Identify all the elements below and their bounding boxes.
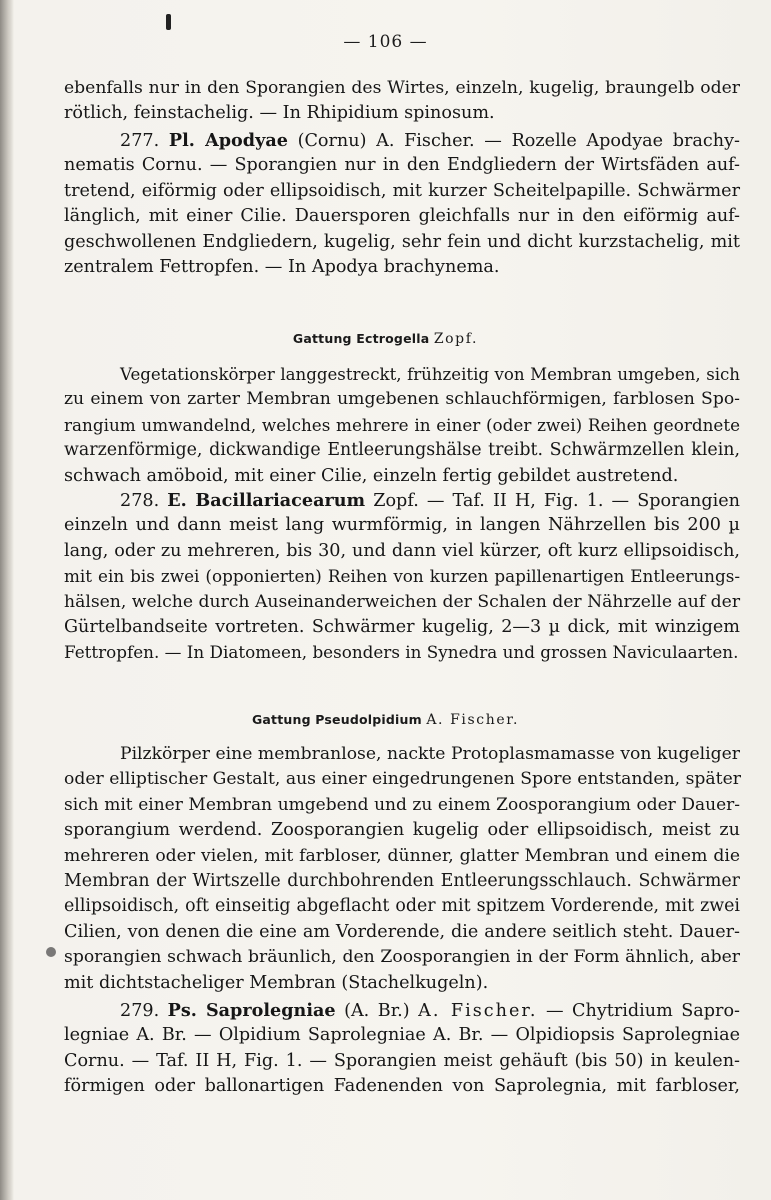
text-line: mit dichtstacheliger Membran (Stachelkugeln). [64,972,489,993]
text-line: Vegetationskörper langgestreckt, frühzeitig von Membran umgeben, sich [120,365,740,384]
species-author: Zopf. [365,491,419,511]
genus-heading-ectrogella [0,331,771,347]
species-author: (Cornu) A. Fischer. [287,131,475,151]
text-line: hälsen, welche durch Auseinanderweichen der Schalen der Nährzelle auf der [64,591,741,612]
species-entry-277 [64,128,740,280]
text-line: sich mit einer Membran umgebend und zu einem Zoosporangium oder Dauer- [64,794,740,815]
text-line: Membran der Wirtszelle durchbohrenden Entleerungsschlauch. Schwärmer [64,870,740,891]
genus-author: Zopf. [433,331,479,347]
text-line: schwach amöboid, mit einer Cilie, einzeln fertig gebildet austretend. [64,465,679,486]
page-number: — 106 — [343,32,428,52]
text-line: warzenförmige, dickwandige Entleerungshälse treibt. Schwärmzellen klein, [64,440,740,461]
entry-text: — Taf. II H, Fig. 1. — Sporangien [418,491,740,511]
species-name: E. Bacillariacearum [167,490,366,511]
species-name: Ps. Saprolegniae [167,1000,336,1021]
text-line: tretend, eiförmig oder ellipsoidisch, mit kurzer Scheitelpapille. Schwärmer [64,180,740,201]
genus-name: Gattung Ectrogella [292,331,430,346]
text-line: Gürtelbandseite vortreten. Schwärmer kugelig, 2—3 µ dick, mit winzigem [64,616,740,637]
text-line: ebenfalls nur in den Sporangien des Wirtes, einzeln, kugelig, braungelb oder [64,78,740,98]
ink-mark [166,14,171,30]
text-line: rötlich, feinstachelig. — In Rhipidium spinosum. [64,103,495,124]
text-line: einzeln und dann meist lang wurmförmig, in langen Nährzellen bis 200 µ [64,515,740,536]
entry-first-line [64,488,740,513]
paragraph-continuation [64,76,740,127]
text-line: zentralem Fettropfen. — In Apodya brachynema. [64,256,500,277]
entry-number: 277. [120,131,169,151]
genus-heading-pseudolpidium [0,712,771,728]
text-line: förmigen oder ballonartigen Fadenenden von Saprolegnia, mit farbloser, [64,1076,740,1097]
species-author-spaced: A. Fischer. [418,1001,538,1021]
page-gutter-shadow [0,0,14,1200]
text-line: Cornu. — Taf. II H, Fig. 1. — Sporangien meist gehäuft (bis 50) in keulen- [64,1050,740,1071]
genus-description-ectrogella [64,362,740,489]
species-author: (A. Br.) [335,1001,419,1021]
text-line: länglich, mit einer Cilie. Dauersporen gleichfalls nur in den eiförmig auf- [64,206,740,227]
entry-first-line [64,128,740,153]
genus-author: A. Fischer. [426,712,520,728]
text-line: geschwollenen Endgliedern, kugelig, sehr fein und dicht kurzstachelig, mit [64,231,740,252]
text-line: Cilien, von denen die eine am Vorderende, die andere seitlich steht. Dauer- [64,921,740,942]
text-line: lang, oder zu mehreren, bis 30, und dann viel kürzer, oft kurz ellipsoidisch, [64,540,740,561]
text-line: mit ein bis zwei (opponierten) Reihen von kurzen papillenartigen Entleerungs- [64,566,740,587]
text-line: legniae A. Br. — Olpidium Saprolegniae A. Br. — Olpidiopsis Saprolegniae [64,1025,740,1046]
entry-text: — Rozelle Apodyae brachy- [474,131,740,151]
genus-name: Gattung Pseudolpidium [251,712,422,727]
species-name: Pl. Apodyae [168,130,288,151]
species-entry-279 [64,998,740,1100]
text-line: mehreren oder vielen, mit farbloser, dünner, glatter Membran und einem die [64,845,740,866]
species-entry-278 [64,488,740,666]
text-line: sporangien schwach bräunlich, den Zoosporangien in der Form ähnlich, aber [64,947,740,968]
entry-number: 278. [120,491,168,511]
text-line: rangium umwandelnd, welches mehrere in einer (oder zwei) Reihen geordnete [64,414,740,435]
text-line: Pilzkörper eine membranlose, nackte Protoplasmamasse von kugeliger [120,744,740,764]
text-line: ellipsoidisch, oft einseitig abgeflacht oder mit spitzem Vorderende, mit zwei [64,896,740,917]
text-line: sporangium werdend. Zoosporangien kugelig oder ellipsoidisch, meist zu [64,820,740,841]
text-line: nematis Cornu. — Sporangien nur in den Endgliedern der Wirtsfäden auf- [64,155,740,176]
entry-text: — Chytridium Sapro- [537,1001,741,1021]
entry-first-line [64,998,740,1023]
text-line: oder elliptischer Gestalt, aus einer eingedrungenen Spore entstanden, später [64,769,741,790]
entry-number: 279. [120,1001,168,1021]
text-line: Fettropfen. — In Diatomeen, besonders in Synedra und grossen Naviculaarten. [64,642,739,663]
ink-mark-margin [46,947,56,957]
text-line: zu einem von zarter Membran umgebenen schlauchförmigen, farblosen Spo- [64,389,740,410]
genus-description-pseudolpidium [64,742,740,996]
